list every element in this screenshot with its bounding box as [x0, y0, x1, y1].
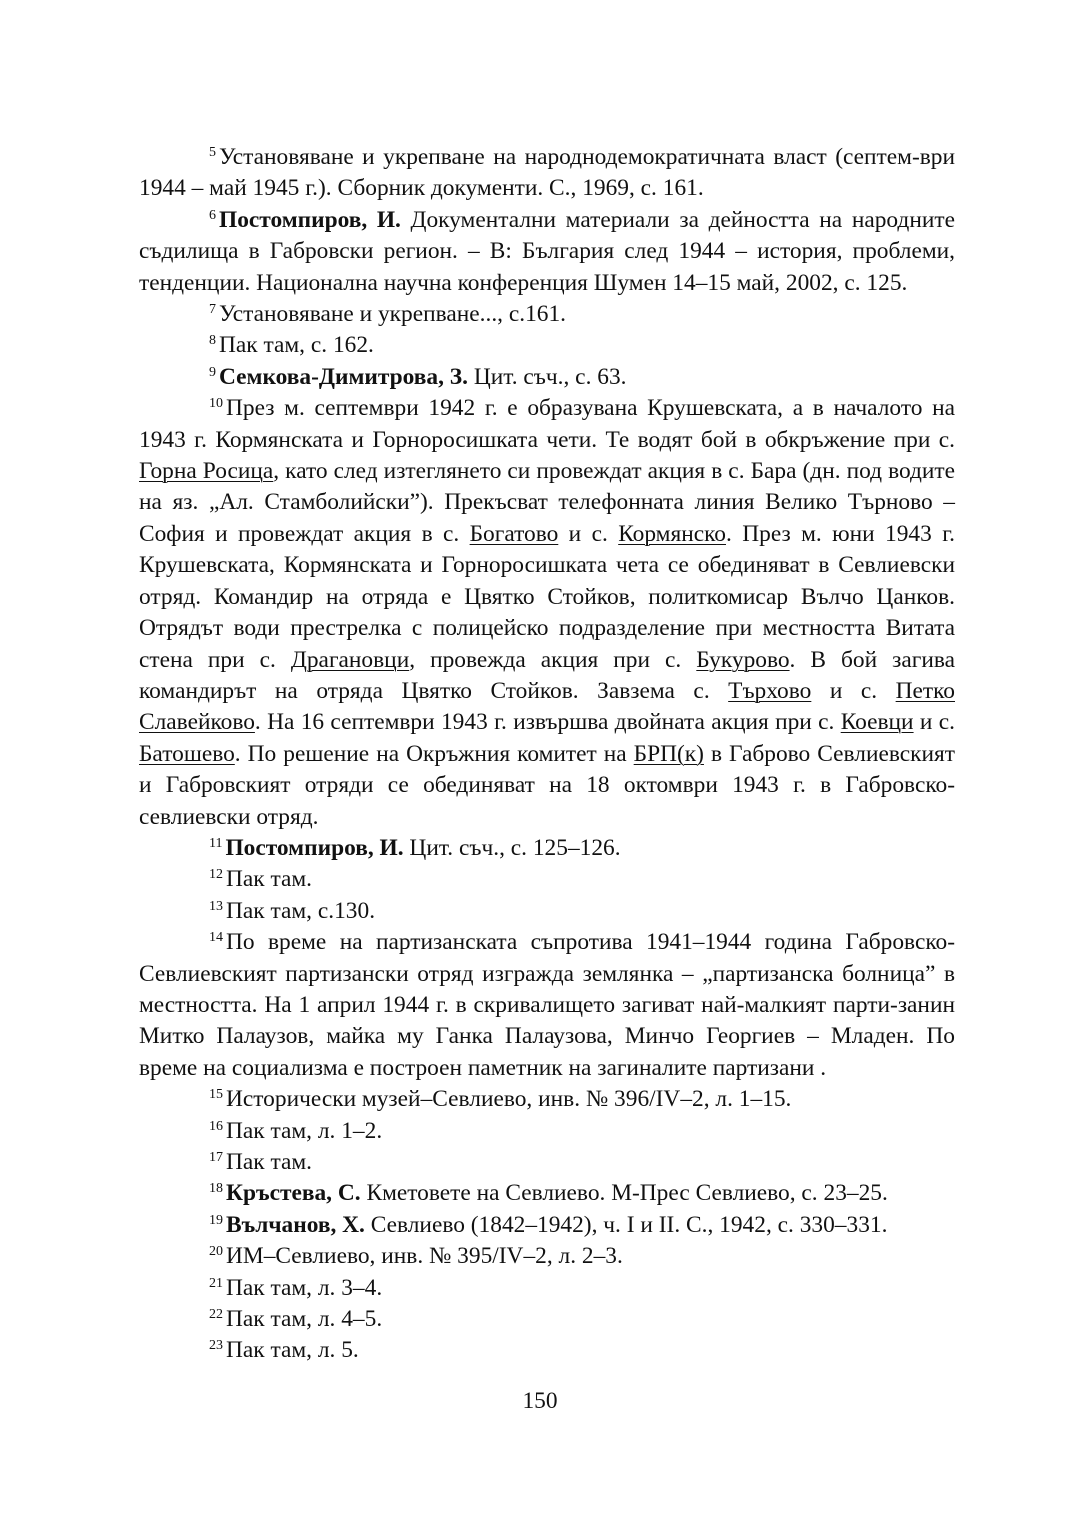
footnote-author: Постомпиров, И.: [225, 834, 404, 861]
footnote-text: , провежда акция при с.: [409, 646, 697, 673]
footnote-11: [139, 833, 955, 864]
footnote-text: . През м. юни 1943 г. Крушевската, Кормянската и Горноросишката чета се обединяват в Севлиевски отряд. Командир на отряда е Цвятко Стойков, политкомисар Вълчо Цанков. Отрядът води престрелка с полицейско подразделение при местността Витата стена при с.: [139, 520, 955, 673]
footnote-number: 14: [209, 930, 223, 946]
footnote-number: 22: [209, 1307, 223, 1323]
footnote-number: 21: [209, 1275, 223, 1291]
footnote-number: 23: [209, 1338, 223, 1354]
footnote-text: Пак там, л. 4–5.: [226, 1306, 383, 1333]
footnotes-block: [139, 142, 955, 1367]
footnote-text: Пак там.: [226, 866, 313, 893]
footnote-22: [139, 1304, 955, 1335]
footnote-number: 19: [209, 1212, 223, 1228]
footnote-text: Пак там, с.130.: [226, 897, 376, 924]
footnote-author: Семкова-Димитрова, З.: [219, 363, 468, 390]
footnote-number: 12: [209, 867, 223, 883]
place-link-kormyansko[interactable]: Кормянско: [618, 520, 726, 547]
footnote-text: Севлиево (1842–1942), ч. I и II. С., 1942, с. 330–331.: [364, 1211, 888, 1238]
footnote-14: [139, 927, 955, 1084]
footnote-20: [139, 1241, 955, 1272]
footnote-23: [139, 1335, 955, 1366]
footnote-text: ИМ–Севлиево, инв. № 395/IV–2, л. 2–3.: [226, 1243, 623, 1270]
place-link-bogatovo[interactable]: Богатово: [469, 520, 559, 547]
footnote-13: [139, 896, 955, 927]
footnote-number: 15: [209, 1087, 223, 1103]
footnote-number: 7: [209, 302, 216, 318]
org-link-brp-k[interactable]: БРП(к): [633, 740, 704, 767]
footnote-text: и с.: [811, 677, 896, 704]
footnote-text: . По решение на Окръжния комитет на: [234, 740, 634, 767]
footnote-19: [139, 1210, 955, 1241]
footnote-number: 18: [209, 1181, 223, 1197]
footnote-text: Кметовете на Севлиево. М-Прес Севлиево, с. 23–25.: [360, 1180, 888, 1207]
footnote-7: [139, 299, 955, 330]
footnote-number: 8: [209, 333, 216, 349]
place-link-tarhovo[interactable]: Търхово: [728, 677, 812, 704]
footnote-21: [139, 1273, 955, 1304]
footnote-number: 9: [209, 364, 216, 380]
footnote-text: . На 16 септември 1943 г. извършва двойната акция при с.: [254, 709, 841, 736]
footnote-text: . В бой загива командирът на отряда Цвятко Стойков. Завзема с.: [139, 646, 956, 704]
place-link-batoshevo[interactable]: Батошево: [139, 740, 235, 767]
place-link-koevtsi[interactable]: Коевци: [840, 709, 914, 736]
footnote-text: Документални материали за дейността на народните съдилища в Габровски регион. – В: България след 1944 – история, проблеми, тенденции. Национална научна конференция Шумен 14–15 май, 2002, с. 125.: [139, 206, 955, 296]
footnote-17: [139, 1147, 955, 1178]
footnote-text: През м. септември 1942 г. е образувана Крушевската, а в началото на 1943 г. Кормянската и Горноросишката чети. Те водят бой в обкръжение при с.: [139, 395, 955, 453]
footnote-15: [139, 1084, 955, 1115]
footnote-text: По време на партизанската съпротива 1941–1944 година Габровско-Севлиевският партизански отряд изгражда землянка – „партизанска болница” в местността. На 1 април 1944 г. в скривалището загиват най-малкият парти-занин Митко Палаузов, майка му Ганка Палаузова, Минчо Георгиев – Младен. По време на социализма е построен паметник на загиналите партизани .: [139, 929, 955, 1081]
footnote-number: 5: [209, 145, 216, 160]
footnote-18: [139, 1178, 955, 1209]
footnote-author: Вълчанов, Х.: [226, 1211, 365, 1238]
footnote-text: и с.: [558, 520, 619, 547]
footnote-number: 16: [209, 1118, 223, 1134]
footnote-text: Исторически музей–Севлиево, инв. № 396/IV–2, л. 1–15.: [226, 1086, 792, 1113]
footnote-text: Установяване и укрепване на народнодемократичната власт (септем-ври 1944 – май 1945 г.). Сборник документи. С., 1969, с. 161.: [139, 144, 955, 202]
footnote-text: Установяване и укрепване..., с.161.: [219, 301, 567, 328]
place-link-draganovtsi[interactable]: Драгановци: [290, 646, 410, 673]
footnote-number: 17: [209, 1150, 223, 1165]
footnote-12: [139, 864, 955, 895]
footnote-text: Пак там, л. 3–4.: [226, 1274, 383, 1301]
page-number: 150: [522, 1388, 558, 1414]
footnote-5: [139, 142, 955, 205]
footnote-number: 10: [209, 396, 223, 412]
footnote-text: Цит. съч., с. 125–126.: [403, 834, 621, 861]
footnote-16: [139, 1116, 955, 1147]
footnote-text: , като след изтеглянето си провеждат акция в с. Бара (дн. под водите на яз. „Ал. Стамболийски”). Прекъсват телефонната линия Велико Търново – София и провеждат акция в с.: [139, 458, 955, 547]
footnote-number: 6: [209, 207, 216, 223]
place-link-petko-slaveykovo[interactable]: Петко Славейково: [139, 677, 955, 736]
footnote-number: 11: [209, 835, 223, 851]
footnote-author: Кръстева, С.: [226, 1180, 361, 1207]
footnote-text: Пак там, с. 162.: [219, 332, 374, 359]
place-link-gorna-rositsa[interactable]: Горна Росица: [139, 458, 274, 485]
footnote-text: Пак там, л. 5.: [226, 1337, 359, 1364]
footnote-number: 20: [209, 1244, 223, 1260]
footnote-text: в Габрово Севлиевският и Габровският отряди се обединяват на 18 октомври 1943 г. в Габровско-севлиевски отряд.: [139, 740, 955, 830]
footnote-text: Цит. съч., с. 63.: [467, 363, 627, 390]
footnote-8: [139, 330, 955, 361]
footnote-text: и с.: [913, 709, 955, 736]
footnote-author: Постомпиров, И.: [219, 206, 401, 233]
footnote-6: [139, 205, 955, 299]
footnote-10: [139, 393, 955, 833]
footnote-number: 13: [209, 898, 223, 914]
footnote-text: Пак там.: [226, 1149, 313, 1175]
footnote-text: Пак там, л. 1–2.: [226, 1117, 383, 1144]
place-link-bukurovo[interactable]: Букурово: [696, 646, 790, 673]
footnote-9: [139, 362, 955, 393]
